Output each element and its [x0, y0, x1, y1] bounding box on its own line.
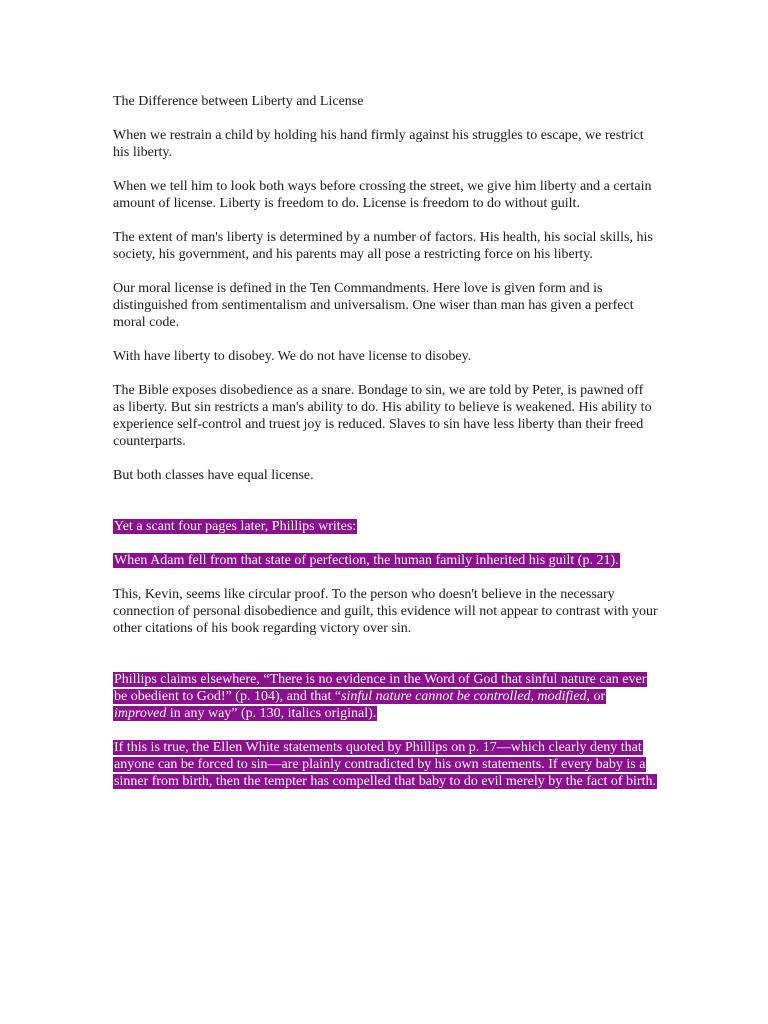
- highlight-block-1: [113, 518, 658, 535]
- document-title: The Difference between Liberty and License: [113, 94, 364, 109]
- quote-italic: sinful nature cannot be controlled, modified: [341, 689, 587, 704]
- paragraph-look-both-ways: When we tell him to look both ways before crossing the street, we give him liberty and a certain amount of license. Liberty is freedom to do. License is freedom to do without guilt.: [113, 179, 652, 211]
- highlighted-text-ellen-white: If this is true, the Ellen White statements quoted by Phillips on p. 17—which clearly deny that anyone can be forced to sin—are plainly contradicted by his own statements. If every baby is a sinner from birth, then the tempter has compelled that baby to do evil merely by the fact of birth.: [114, 740, 656, 789]
- highlight-block-4: [113, 739, 658, 790]
- highlight-block-3: [113, 671, 658, 722]
- paragraph-restrain: When we restrain a child by holding his hand firmly against his struggles to escape, we restrict his liberty.: [113, 128, 644, 160]
- document-page: [113, 93, 658, 807]
- highlight-block-2: [113, 552, 658, 569]
- highlighted-text: Yet a scant four pages later, Phillips writes:: [114, 519, 357, 534]
- quote-italic: improved: [114, 706, 167, 721]
- spacer: [113, 654, 658, 671]
- paragraph-liberty-to-disobey: With have liberty to disobey. We do not have license to disobey.: [113, 349, 472, 364]
- quote-text: , or: [586, 689, 606, 704]
- paragraph-bible-exposes: The Bible exposes disobedience as a snare. Bondage to sin, we are told by Peter, is pawned off as liberty. But sin restricts a man's ability to do. His ability to believe is weakened. His ability to experience self-control and truest joy is reduced. Slaves to sin have less liberty than their freed counterparts.: [113, 383, 652, 449]
- paragraph-circular-proof: This, Kevin, seems like circular proof. To the person who doesn't believe in the necessary connection of personal disobedience and guilt, this evidence will not appear to contrast with your other citations of his book regarding victory over sin.: [113, 587, 658, 636]
- paragraph-equal-license: But both classes have equal license.: [113, 468, 314, 483]
- quote-text: in any way” (p. 130, italics original).: [166, 706, 377, 721]
- highlighted-quote-phillips: [113, 672, 647, 721]
- spacer: [113, 501, 658, 518]
- paragraph-moral-license: Our moral license is defined in the Ten Commandments. Here love is given form and is distinguished from sentimentalism and universalism. One wiser than man has given a perfect moral code.: [113, 281, 634, 330]
- highlighted-quote: When Adam fell from that state of perfection, the human family inherited his guilt (p. 21).: [114, 553, 619, 568]
- quote-text: Phillips claims elsewhere, “There is no evidence in the Word of God that sinful nature can ever be obedient to God!” (p. 104), and that “: [114, 672, 647, 704]
- paragraph-extent-of-liberty: The extent of man's liberty is determined by a number of factors. His health, his social skills, his society, his government, and his parents may all pose a restricting force on his liberty.: [113, 230, 653, 262]
